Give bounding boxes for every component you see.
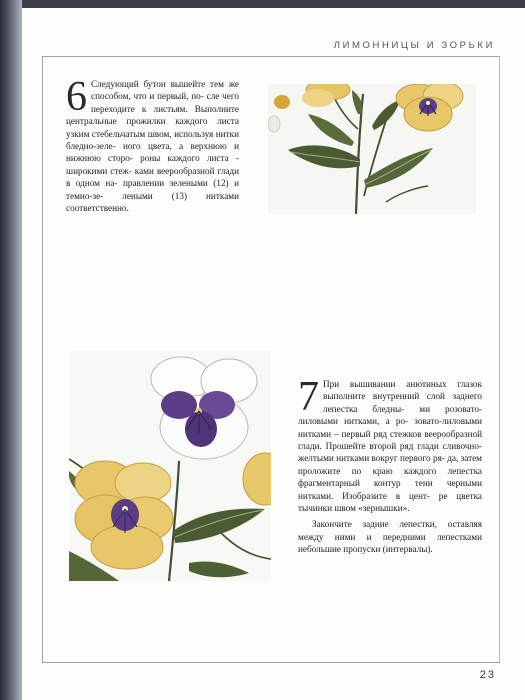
book-spine-left — [0, 0, 22, 700]
running-title: ЛИМОННИЦЫ И ЗОРЬКИ — [333, 40, 495, 51]
step-number: 7 — [298, 374, 319, 420]
step-text-continued: Закончите задние лепестки, оставляя между ними и передними лепестками небольшие пропуски (интервалы). — [298, 519, 482, 555]
step-text: Следующий бутон вышейте тем же способом, что и первый, по- сле чего переходите к листьям. Выполните центральные прожилки каждого листа узким стебельчатым швом, используя нитки бледно-зеле- ного цвета, а верхнюю и нижнюю сторо- роны каждого листа - широкими стеж- ками веерообразной глади в одном на- правлении зелеными (12) и темно-зе- леными (13) нитками соответственно. — [66, 79, 239, 214]
frame-right-rule — [499, 56, 500, 663]
step-number: 6 — [66, 74, 87, 120]
frame-left-rule — [42, 56, 43, 663]
embroidery-illustration-bottom — [69, 351, 271, 581]
embroidery-photo-bottom — [69, 351, 271, 581]
step-6-block — [66, 74, 239, 214]
embroidery-photo-top — [268, 84, 476, 214]
page-number: 23 — [479, 669, 496, 681]
step-7-block — [298, 374, 482, 556]
embroidery-illustration-top — [268, 84, 476, 214]
frame-bottom-rule — [42, 662, 500, 663]
header-rule — [42, 56, 500, 57]
step-text: При вышивании анютиных глазок выполните внутренний слой заднего лепестка бледны- ми розовато-лиловыми нитками, а ро- зовато-лиловыми нитками – первый ряд стежков веерообразной глади. Прошейте второй ряд глади сливочно- желтыми нитками вокруг первого ря- да, затем проложите по краю каждого лепестка фрагментарный контур тени черными нитками. Изобразите в цент- ре цветка тычинки швом «зернышки». — [298, 379, 482, 514]
book-spine-top — [0, 0, 525, 8]
